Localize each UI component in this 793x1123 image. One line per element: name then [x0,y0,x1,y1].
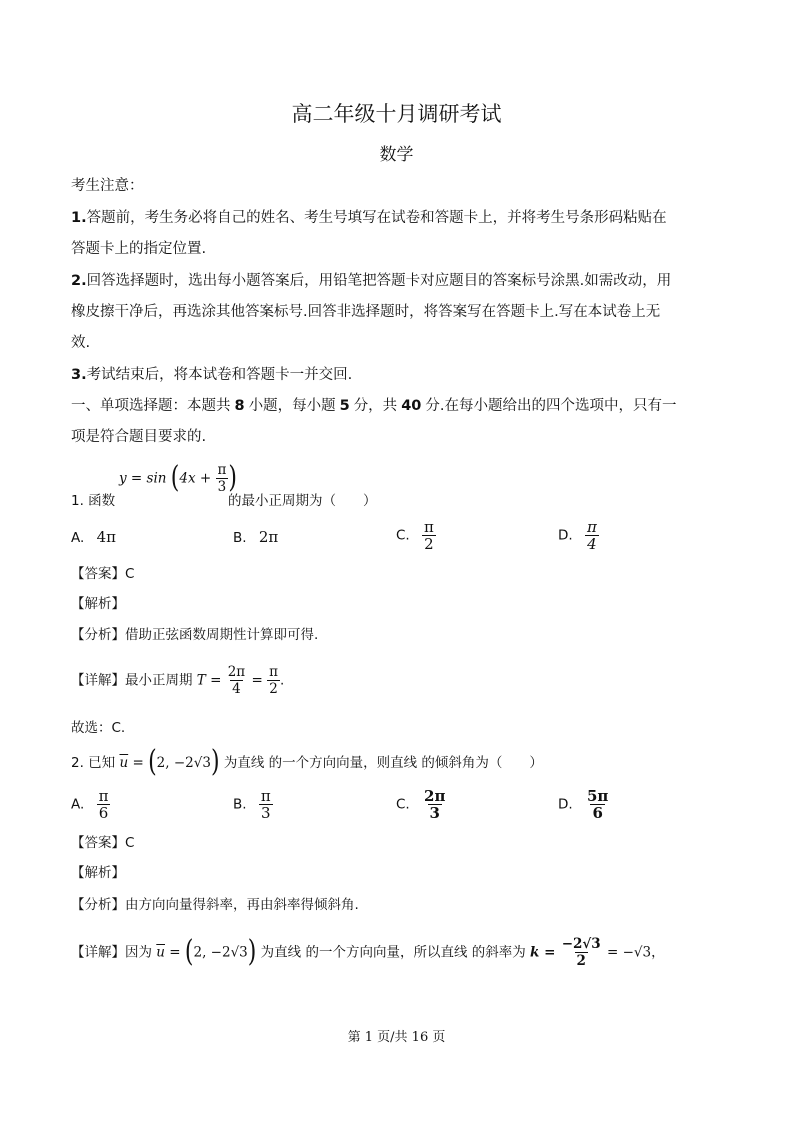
q2-option-a-fraction [97,788,111,821]
q2-detail-end: ， [651,944,665,961]
q2-detail-num: −2√3 [561,936,601,952]
q2-option-a-den: 6 [98,804,109,822]
q1-detail-num-1: 2π [227,664,246,680]
section-points-total: 40 [401,398,422,414]
q1-option-d-num: π [586,518,597,536]
q2-option-b-den: 3 [261,804,271,822]
notice-item-2-line-3: 效. [71,335,91,351]
q1-number: 1. 函数 [71,493,116,509]
q2-detail [71,936,665,969]
q2-option-a[interactable] [71,788,110,821]
notice-item-2-text: 回答选择题时，选出每小题答案后，用铅笔把答题卡对应题目的答案标号涂黑.如需改动，用 [86,273,672,289]
q2-answer: 【答案】C [71,835,135,851]
q1-formula-num: π [217,462,227,478]
q1-option-a-label: A. [71,530,85,546]
q2-detail-result: = −√3 [607,944,652,961]
q2-stem-text: 为直线 的一个方向向量，则直线 的倾斜角为（ ） [223,755,543,771]
q1-detail-label: 【详解】最小正周期 [71,672,193,689]
q1-detail-eq: = [251,672,263,689]
q1-answer: 【答案】C [71,566,135,582]
q2-detail-k: k = [530,944,556,961]
q1-detail-num-2: π [269,664,278,680]
q2-option-a-label: A. [71,796,85,813]
q2-option-d-fraction [585,788,610,821]
q1-analysis-label: 【解析】 [71,596,125,612]
q2-option-d[interactable] [558,788,610,821]
q1-tail: 的最小正周期为（ ） [228,493,377,509]
q1-detail-den-2: 2 [269,681,278,697]
section-text-g: 分.在每小题给出的四个选项中，只有一 [425,398,677,414]
q1-formula-inner: 4x + [179,470,212,487]
q2-number: 2. 已知 [71,755,116,771]
section-text-c: 小题，每小题 [248,398,336,414]
notice-item-2-line-2: 橡皮擦干净后，再选涂其他答案标号.回答非选择题时，将答案写在答题卡上.写在本试卷上无 [71,304,661,320]
q1-detail-den-1: 4 [232,681,241,697]
q1-option-b-label: B. [233,530,247,546]
q2-detail-vector-value: 2, −2√3 [193,944,248,961]
q2-detail-vector: $\overline{u}$ [156,944,165,961]
q1-detail-fraction-1 [226,664,247,697]
q1-option-c[interactable] [396,519,436,552]
notice-item-1-line-1 [71,208,667,228]
q2-option-c-den: 3 [429,804,440,822]
q2-option-c-num: 2π [424,787,446,805]
q1-detail-end: . [279,672,285,689]
q1-option-c-den: 2 [424,535,434,553]
q1-option-d-fraction [585,519,599,552]
q1-left-paren-icon: ( [170,460,180,495]
q1-option-c-fraction [422,519,436,552]
q1-right-paren-icon: ) [228,460,237,495]
q1-detail-fraction-2 [267,664,280,697]
section-text-e: 分，共 [353,398,398,414]
notice-item-2-line-1 [71,271,671,291]
q2-fenxi: 【分析】由方向向量得斜率，再由斜率得倾斜角. [71,897,359,913]
q2-right-paren-icon: ) [210,745,220,780]
q2-option-a-num: π [98,787,109,805]
q2-detail-left-paren-icon: ( [184,934,194,969]
q2-detail-eq: = [169,944,181,961]
q2-detail-fraction [560,936,603,969]
notice-item-1-line-2: 答题卡上的指定位置. [71,241,207,257]
q1-option-a-value: 4π [96,528,116,546]
section-count: 8 [234,398,245,414]
q2-vector-value: 2, −2√3 [156,755,211,771]
notice-item-3-text: 考试结束后，将本试卷和答题卡一并交回. [86,367,353,383]
q1-formula-den: 3 [217,479,227,495]
q2-stem [71,745,543,780]
q2-detail-text: 为直线 的一个方向向量，所以直线 的斜率为 [260,944,526,961]
q2-option-c-label: C. [396,796,410,813]
q1-conclusion: 故选：C. [71,720,126,736]
section-heading-line-1 [71,396,676,416]
q2-detail-label: 【详解】因为 [71,944,152,961]
q1-option-c-label: C. [396,527,410,544]
q2-option-b-fraction [259,788,273,821]
section-points-each: 5 [339,398,350,414]
q2-analysis-label: 【解析】 [71,865,125,881]
q2-detail-den: 2 [576,953,586,969]
q2-eq: = [132,755,144,771]
q2-option-c[interactable] [396,788,447,821]
q2-detail-right-paren-icon: ) [247,934,257,969]
q2-option-d-num: 5π [586,787,609,805]
q1-formula-fraction [215,462,228,495]
q1-option-b-value: 2π [258,528,279,546]
q2-option-d-den: 6 [592,804,603,822]
notice-item-2-number: 2. [71,273,87,289]
q2-option-b-num: π [260,787,271,805]
q1-option-c-num: π [424,518,434,536]
notice-heading: 考生注意： [71,178,144,194]
notice-item-3-line-1 [71,365,352,385]
q2-vector: $\overline{u}$ [119,755,129,771]
q2-option-b[interactable] [233,788,273,821]
q2-left-paren-icon: ( [148,745,157,780]
q1-formula-lhs: y = sin [119,470,167,487]
notice-item-1-text: 答题前，考生务必将自己的姓名、考生号填写在试卷和答题卡上，并将考生号条形码粘贴在 [86,210,667,226]
q1-detail [71,664,284,697]
q2-option-d-label: D. [558,796,573,813]
q1-formula [119,462,237,495]
notice-item-1-number: 1. [71,210,87,226]
q1-option-b[interactable] [233,528,278,547]
exam-title: 高二年级十月调研考试 [291,102,502,126]
q2-option-c-fraction [422,788,447,821]
q1-option-d-den: 4 [587,535,597,553]
q2-option-b-label: B. [233,796,247,813]
section-heading-line-2: 项是符合题目要求的. [71,429,207,445]
notice-item-3-number: 3. [71,367,87,383]
exam-subject: 数学 [379,145,414,165]
page-footer: 第 1 页/共 16 页 [347,1030,446,1045]
q1-option-d[interactable] [558,519,599,552]
section-text-a: 一、单项选择题：本题共 [71,398,231,414]
q1-fenxi: 【分析】借助正弦函数周期性计算即可得. [71,627,319,643]
q1-detail-T: T = [196,672,222,689]
q1-option-a[interactable] [71,528,116,547]
q1-option-d-label: D. [558,527,573,544]
